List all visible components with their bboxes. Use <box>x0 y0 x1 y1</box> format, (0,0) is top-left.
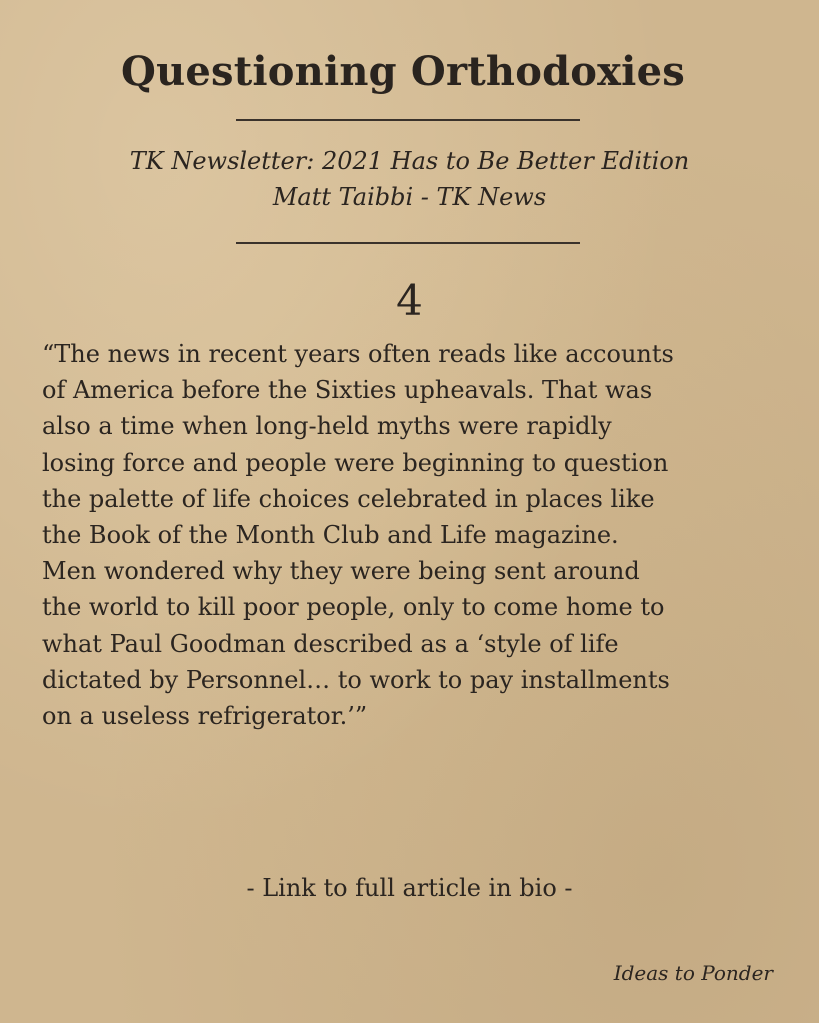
quote-line: of America before the Sixties upheavals. That was <box>42 376 653 405</box>
quote-line: the palette of life choices celebrated in places like <box>42 484 655 513</box>
page-title: Questioning Orthodoxies <box>121 48 685 95</box>
quote-line: losing force and people were beginning to question <box>42 448 669 477</box>
quote-line: Men wondered why they were being sent around <box>42 557 640 586</box>
quote-line: on a useless refrigerator.’” <box>42 702 368 731</box>
middle-divider <box>236 242 580 244</box>
quote-line: dictated by Personnel… to work to pay installments <box>42 665 670 694</box>
quote-line: what Paul Goodman described as a ‘style of life <box>42 629 619 658</box>
top-divider <box>236 119 580 121</box>
quote-line: also a time when long-held myths were rapidly <box>42 412 612 441</box>
quote-line: the world to kill poor people, only to come home to <box>42 593 665 622</box>
quote-line: “The news in recent years often reads like accounts <box>42 340 674 368</box>
quote-number: 4 <box>396 276 423 325</box>
signature: Ideas to Ponder <box>613 961 773 985</box>
article-link-note: - Link to full article in bio - <box>246 874 573 902</box>
article-title: TK Newsletter: 2021 Has to Be Better Edition <box>129 147 690 175</box>
author-line: Matt Taibbi - TK News <box>272 183 547 211</box>
source-block <box>0 143 819 215</box>
quote-line: the Book of the Month Club and Life magazine. <box>42 521 619 550</box>
quote-text <box>42 336 782 734</box>
